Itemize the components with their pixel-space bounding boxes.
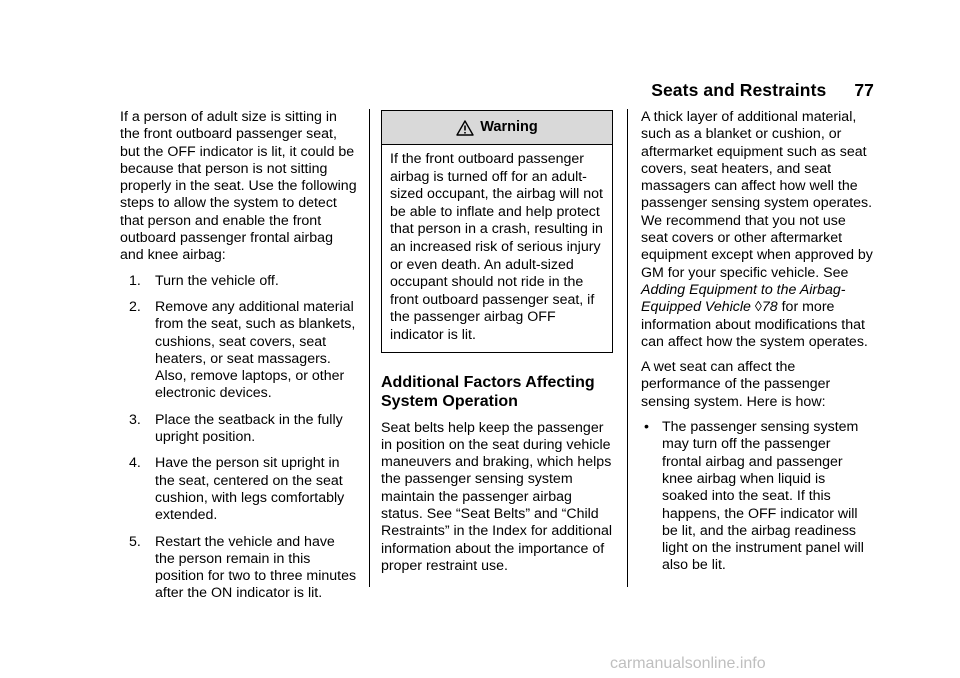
step-text: Place the seatback in the fully upright position. — [155, 411, 343, 446]
warning-text: If the front outboard passenger airbag is turned off for an adult-sized occupant, the airbag will not be able to inflate and help protect that person in a crash, resulting in an increased risk of serious injury or even death. An adult-sized occupant should not ride in the front outboard passenger seat, if the passenger airbag OFF indicator is lit. — [390, 151, 603, 343]
step-number: 2. — [129, 298, 141, 315]
watermark: carmanualsonline.info — [610, 655, 766, 672]
bullet-list — [641, 419, 873, 575]
column-2 — [381, 109, 616, 575]
step-number: 3. — [129, 411, 141, 428]
paragraph-text: A thick layer of additional material, such as a blanket or cushion, or aftermarket equipment such as seat covers, seat heaters, and seat massagers can affect how well the passenger sensing system operates. We recommend that you not use seat covers or other aftermarket equipment except when approved by GM for your specific vehicle. See — [641, 109, 873, 281]
step-text: Turn the vehicle off. — [155, 272, 279, 289]
list-item — [120, 534, 358, 603]
page-ref-icon: ◊ — [754, 299, 762, 316]
body-paragraph: Seat belts help keep the passenger in position on the seat during vehicle maneuvers and braking, which helps the passenger sensing system maintain the passenger airbag status. See “Seat Belts” and “Child Restraints” in the Index for additional information about the importance of proper restraint use. — [381, 419, 613, 574]
page-number: 77 — [854, 80, 874, 100]
warning-title: Warning — [480, 118, 538, 135]
body-paragraph — [641, 109, 873, 351]
list-item — [641, 419, 873, 575]
steps-list — [120, 273, 358, 603]
cross-reference-link[interactable]: Adding Equipment to the Airbag-Equipped Vehicle — [641, 281, 846, 316]
step-text: Have the person sit upright in the seat, centered on the seat cushion, with legs comfortably extended. — [155, 455, 345, 524]
list-item — [120, 299, 358, 403]
section-title: Seats and Restraints — [651, 80, 827, 100]
column-divider — [369, 109, 370, 587]
paragraph-text: for more information about modifications that can affect how the system operates. — [641, 299, 868, 350]
column-1 — [120, 109, 358, 612]
bullet-icon: • — [644, 419, 649, 436]
step-text: Remove any additional material from the seat, such as blankets, cushions, seat covers, seat heaters, or seat massagers. Also, remove laptops, or other electronic devices. — [155, 298, 356, 402]
column-3 — [641, 109, 873, 575]
warning-header — [382, 111, 612, 145]
list-item — [120, 455, 358, 524]
section-heading: Additional Factors Affecting System Operation — [381, 373, 595, 411]
list-item — [120, 412, 358, 447]
step-number: 1. — [129, 272, 141, 289]
page-ref-number[interactable]: 78 — [761, 299, 778, 316]
bullet-text: The passenger sensing system may turn off the passenger frontal airbag and passenger knee airbag when liquid is soaked into the seat. If this happens, the OFF indicator will be lit, and the airbag readiness light on the instrument panel will also be lit. — [662, 419, 864, 574]
body-paragraph: A wet seat can affect the performance of the passenger sensing system. Here is how: — [641, 359, 831, 410]
step-number: 5. — [129, 533, 141, 550]
list-item — [120, 273, 358, 290]
column-divider — [627, 109, 628, 587]
page-header — [651, 80, 874, 101]
warning-box — [381, 110, 613, 353]
intro-paragraph: If a person of adult size is sitting in the front outboard passenger seat, but the OFF indicator is lit, it could be because that person is not sitting properly in the seat. Use the following steps to allow the system to detect that person and enable the front outboard passenger frontal airbag and knee airbag: — [120, 109, 357, 264]
warning-icon — [456, 120, 474, 136]
step-text: Restart the vehicle and have the person remain in this position for two to three minutes after the ON indicator is lit. — [155, 533, 357, 602]
step-number: 4. — [129, 455, 141, 472]
